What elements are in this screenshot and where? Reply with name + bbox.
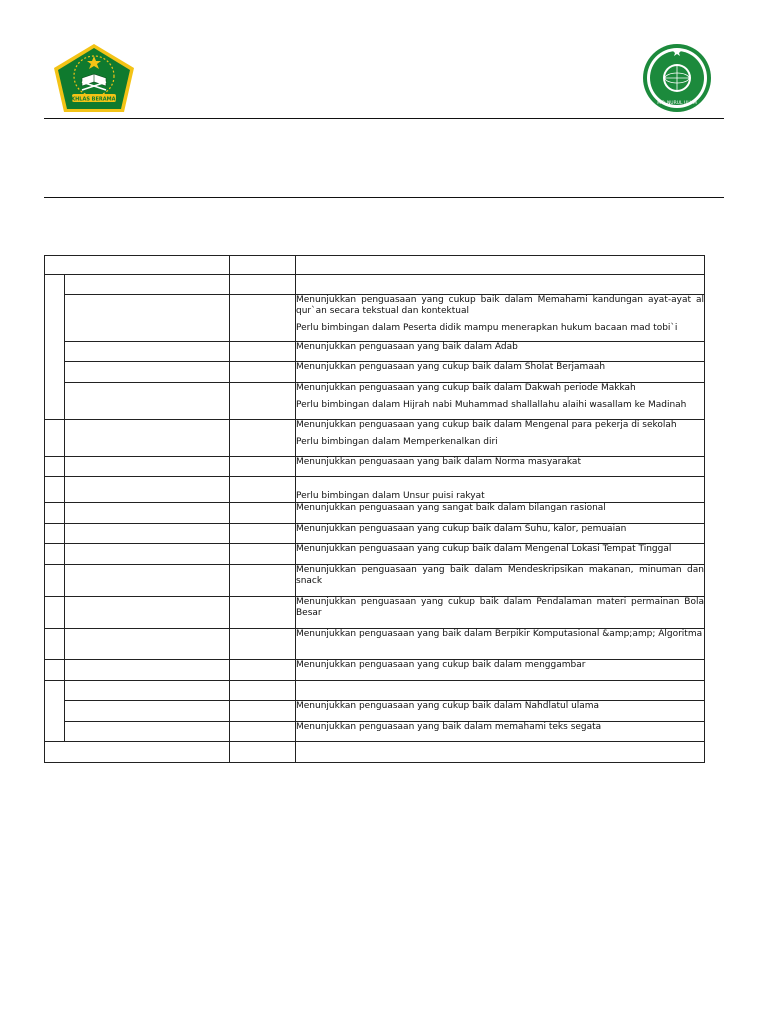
description-cell <box>296 295 705 342</box>
table-header-row <box>45 256 705 275</box>
grade-cell <box>230 383 296 420</box>
table-footer-row <box>45 742 705 763</box>
description-cell <box>296 681 705 701</box>
grade-cell <box>230 565 296 597</box>
grade-cell <box>230 342 296 362</box>
group-cell <box>45 275 65 420</box>
school-seal-logo <box>640 42 714 114</box>
table-row <box>45 420 705 457</box>
table-row <box>45 722 705 742</box>
table-row <box>45 362 705 383</box>
number-cell <box>45 503 65 524</box>
description-text: Perlu bimbingan dalam Memperkenalkan diri <box>296 437 498 447</box>
number-cell <box>45 629 65 660</box>
grade-cell <box>230 722 296 742</box>
subject-cell <box>65 503 230 524</box>
right-logo-text: MTs NURUL ULUM <box>657 101 697 106</box>
grade-cell <box>230 524 296 544</box>
table-row <box>45 681 705 701</box>
subject-cell <box>65 383 230 420</box>
subject-cell <box>65 420 230 457</box>
description-text: Menunjukkan penguasaan yang cukup baik dalam Memahami kandungan ayat-ayat al qur`an secara tekstual dan kontektual <box>296 295 704 316</box>
number-cell <box>45 544 65 565</box>
header-cell-description <box>296 256 705 275</box>
description-cell <box>296 457 705 477</box>
subject-cell <box>65 629 230 660</box>
description-cell <box>296 275 705 295</box>
grade-cell <box>230 295 296 342</box>
description-cell <box>296 597 705 629</box>
description-text: Menunjukkan penguasaan yang cukup baik dalam Nahdlatul ulama <box>296 701 600 711</box>
header-cell-grade <box>230 256 296 275</box>
subject-cell <box>65 597 230 629</box>
description-text: Menunjukkan penguasaan yang baik dalam Adab <box>296 342 518 352</box>
number-cell <box>45 660 65 681</box>
description-cell <box>296 565 705 597</box>
description-text: Perlu bimbingan dalam Unsur puisi rakyat <box>296 491 485 501</box>
description-cell <box>296 383 705 420</box>
description-text: Menunjukkan penguasaan yang baik dalam Berpikir Komputasional &amp;amp; Algoritma <box>296 629 703 639</box>
footer-cell-description <box>296 742 705 763</box>
table-row <box>45 597 705 629</box>
description-text: Menunjukkan penguasaan yang cukup baik dalam Mengenal para pekerja di sekolah <box>296 420 677 430</box>
subject-cell <box>65 457 230 477</box>
table-row <box>45 457 705 477</box>
number-cell <box>45 524 65 544</box>
description-text: Menunjukkan penguasaan yang baik dalam memahami teks segata <box>296 722 602 732</box>
subject-cell <box>65 275 230 295</box>
grade-cell <box>230 275 296 295</box>
grade-cell <box>230 660 296 681</box>
subject-cell <box>65 524 230 544</box>
description-cell <box>296 524 705 544</box>
subject-cell <box>65 701 230 722</box>
subject-cell <box>65 295 230 342</box>
grade-cell <box>230 701 296 722</box>
grade-cell <box>230 597 296 629</box>
subject-cell <box>65 565 230 597</box>
subject-cell <box>65 477 230 503</box>
description-cell <box>296 722 705 742</box>
subject-cell <box>65 660 230 681</box>
table-row <box>45 524 705 544</box>
number-cell <box>45 477 65 503</box>
grade-cell <box>230 477 296 503</box>
description-text: Menunjukkan penguasaan yang cukup baik dalam menggambar <box>296 660 586 670</box>
footer-cell-grade <box>230 742 296 763</box>
description-cell <box>296 629 705 660</box>
grade-cell <box>230 457 296 477</box>
description-text: Menunjukkan penguasaan yang baik dalam Norma masyarakat <box>296 457 581 467</box>
description-cell <box>296 477 705 503</box>
table-row <box>45 565 705 597</box>
table-row <box>45 295 705 342</box>
description-text: Menunjukkan penguasaan yang cukup baik dalam Pendalaman materi permainan Bola Besar <box>296 597 704 618</box>
grade-cell <box>230 362 296 383</box>
number-cell <box>45 597 65 629</box>
description-cell <box>296 362 705 383</box>
description-text: Menunjukkan penguasaan yang cukup baik dalam Sholat Berjamaah <box>296 362 606 372</box>
description-text: Perlu bimbingan dalam Peserta didik mampu menerapkan hukum bacaan mad tobi`i <box>296 323 678 333</box>
description-text: Perlu bimbingan dalam Hijrah nabi Muhammad shallallahu alaihi wasallam ke Madinah <box>296 400 687 410</box>
group-cell <box>45 681 65 742</box>
subject-cell <box>65 342 230 362</box>
description-cell <box>296 420 705 457</box>
table-row <box>45 275 705 295</box>
subject-cell <box>65 681 230 701</box>
number-cell <box>45 420 65 457</box>
grade-cell <box>230 544 296 565</box>
description-text: Menunjukkan penguasaan yang baik dalam Mendeskripsikan makanan, minuman dan snack <box>296 565 704 586</box>
grade-cell <box>230 681 296 701</box>
footer-cell-label <box>45 742 230 763</box>
description-cell <box>296 342 705 362</box>
table-row <box>45 477 705 503</box>
description-text: Menunjukkan penguasaan yang sangat baik dalam bilangan rasional <box>296 503 606 513</box>
description-cell <box>296 701 705 722</box>
description-cell <box>296 660 705 681</box>
table-row <box>45 503 705 524</box>
table-row <box>45 544 705 565</box>
table-row <box>45 660 705 681</box>
header-divider-bottom <box>44 197 724 198</box>
number-cell <box>45 457 65 477</box>
description-text: Menunjukkan penguasaan yang cukup baik dalam Mengenal Lokasi Tempat Tinggal <box>296 544 672 554</box>
description-text: Menunjukkan penguasaan yang cukup baik dalam Dakwah periode Makkah <box>296 383 636 393</box>
table-row <box>45 383 705 420</box>
header-cell-subject <box>45 256 230 275</box>
table-row <box>45 342 705 362</box>
table-row <box>45 629 705 660</box>
header-divider-top <box>44 118 724 119</box>
subject-cell <box>65 722 230 742</box>
subject-cell <box>65 362 230 383</box>
ministry-logo <box>52 42 136 114</box>
table-row <box>45 701 705 722</box>
subject-cell <box>65 544 230 565</box>
description-cell <box>296 544 705 565</box>
grade-cell <box>230 503 296 524</box>
left-logo-text: IKHLAS BERAMAL <box>69 96 119 103</box>
description-text: Menunjukkan penguasaan yang cukup baik dalam Suhu, kalor, pemuaian <box>296 524 627 534</box>
number-cell <box>45 565 65 597</box>
grade-cell <box>230 629 296 660</box>
report-table <box>44 255 705 763</box>
grade-cell <box>230 420 296 457</box>
description-cell <box>296 503 705 524</box>
